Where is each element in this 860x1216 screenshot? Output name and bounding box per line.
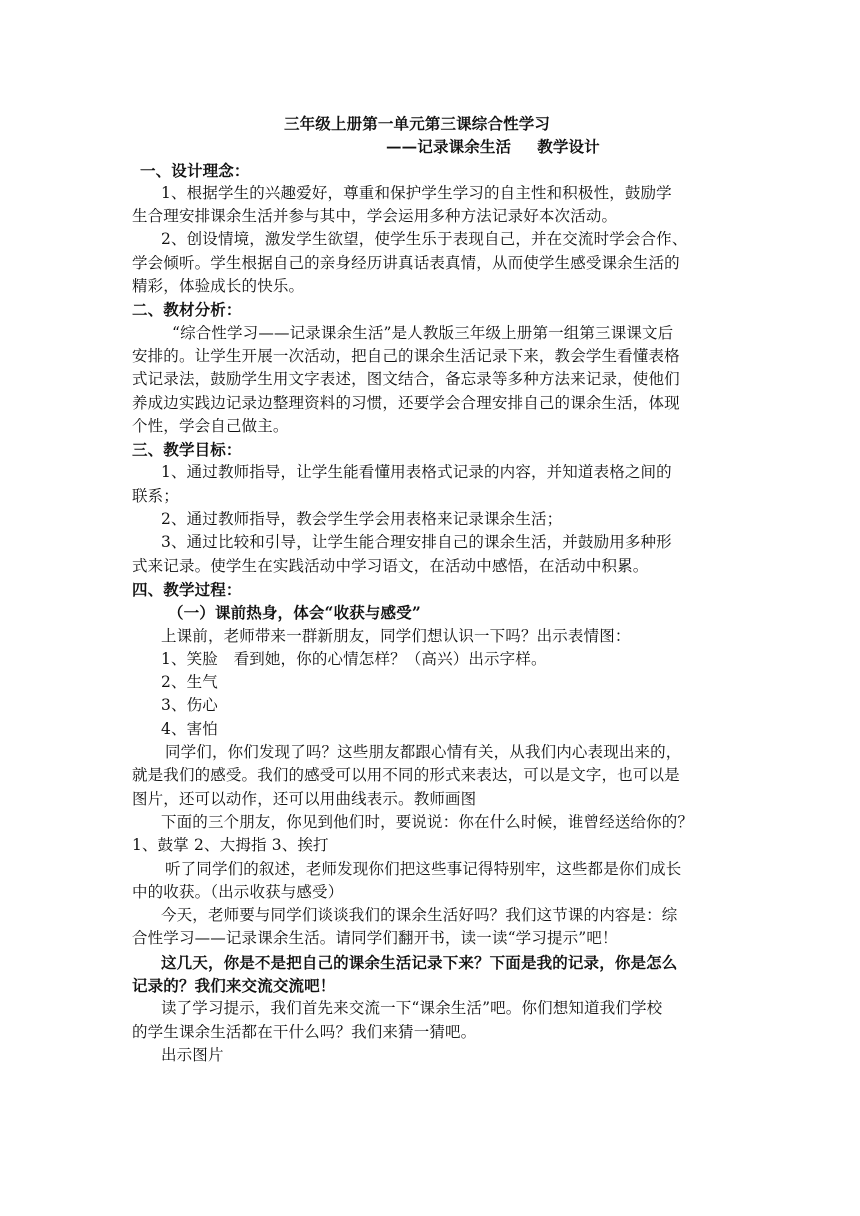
paragraph-line: 1、根据学生的兴趣爱好，尊重和保护学生学习的自主性和积极性，鼓励学: [161, 183, 672, 202]
paragraph-line: 养成边实践边记录边整理资料的习惯，还要学会合理安排自己的课余生活，体现: [132, 393, 680, 412]
paragraph-line: 个性，学会自己做主。: [132, 416, 289, 435]
paragraph-line: 式记录法，鼓励学生用文字表述，图文结合，备忘录等多种方法来记录，使他们: [132, 370, 680, 389]
paragraph-line: 听了同学们的叙述，老师发现你们把这些事记得特别牢，这些都是你们成长: [165, 859, 682, 878]
paragraph-line: 中的收获。（出示收获与感受）: [132, 882, 344, 901]
list-item: 3、伤心: [161, 696, 218, 715]
paragraph-line: 2、通过教师指导，教会学生学会用表格来记录课余生活；: [161, 510, 563, 529]
paragraph-line: 生合理安排课余生活并参与其中，学会运用多种方法记录好本次活动。: [132, 207, 618, 226]
list-item: 1、笑脸 看到她，你的心情怎样？（高兴）出示字样。: [161, 649, 547, 668]
paragraph-line: 同学们，你们发现了吗？这些朋友都跟心情有关，从我们内心表现出来的，: [165, 743, 682, 762]
paragraph-line: 读了学习提示，我们首先来交流一下“课余生活”吧。你们想知道我们学校: [161, 999, 663, 1018]
list-item: 4、害怕: [161, 719, 218, 738]
subsection-heading-warmup: （一）课前热身，体会“收获与感受”: [168, 603, 421, 623]
paragraph-line: 安排的。让学生开展一次活动，把自己的课余生活记录下来，教会学生看懂表格: [132, 346, 680, 365]
paragraph-line: 今天，老师要与同学们谈谈我们的课余生活好吗？我们这节课的内容是：综: [161, 906, 678, 925]
subtitle-main: ——记录课余生活: [386, 137, 512, 157]
paragraph-line: 1、鼓掌 2、大拇指 3、挨打: [132, 836, 329, 855]
paragraph-line: 合性学习——记录课余生活。请同学们翻开书，读一读“学习提示”吧！: [132, 929, 618, 948]
emphasis-line: 记录的？我们来交流交流吧！: [132, 975, 336, 995]
section-heading-teaching-goals: 三、教学目标：: [132, 440, 242, 460]
paragraph-line: 下面的三个朋友，你见到他们时，要说说：你在什么时候，谁曾经送给你的？: [161, 812, 694, 831]
section-heading-teaching-process: 四、教学过程：: [132, 579, 242, 599]
paragraph-line: “综合性学习——记录课余生活”是人教版三年级上册第一组第三课课文后: [172, 323, 674, 342]
section-heading-design-concept: 一、设计理念：: [140, 160, 250, 180]
paragraph-line: 精彩，体验成长的快乐。: [132, 277, 305, 296]
emphasis-line: 这几天，你是不是把自己的课余生活记录下来？下面是我的记录，你是怎么: [161, 952, 678, 972]
section-heading-textbook-analysis: 二、教材分析：: [132, 300, 242, 320]
subtitle-tail: 教学设计: [537, 137, 600, 157]
paragraph-line: 就是我们的感受。我们的感受可以用不同的形式来表达，可以是文字，也可以是: [132, 766, 680, 785]
paragraph-line: 图片，还可以动作，还可以用曲线表示。教师画图: [132, 789, 477, 808]
paragraph-line: 上课前，老师带来一群新朋友，同学们想认识一下吗？出示表情图：: [161, 626, 631, 645]
document-page: [132, 112, 732, 1067]
document-title: 三年级上册第一单元第三课综合性学习: [284, 114, 551, 133]
paragraph-line: 3、通过比较和引导，让学生能合理安排自己的课余生活，并鼓励用多种形: [161, 533, 672, 552]
document-subtitle: [132, 135, 732, 158]
paragraph-line: 的学生课余生活都在干什么吗？我们来猜一猜吧。: [132, 1022, 477, 1041]
paragraph-line: 联系；: [132, 486, 179, 505]
paragraph-line: 式来记录。使学生在实践活动中学习语文，在活动中感悟，在活动中积累。: [132, 556, 649, 575]
paragraph-line: 2、创设情境，激发学生欲望，使学生乐于表现自己，并在交流时学会合作、: [161, 230, 688, 249]
paragraph-line: 出示图片: [161, 1045, 224, 1064]
paragraph-line: 1、通过教师指导，让学生能看懂用表格式记录的内容，并知道表格之间的: [161, 463, 672, 482]
list-item: 2、生气: [161, 673, 218, 692]
paragraph-line: 学会倾听。学生根据自己的亲身经历讲真话表真情，从而使学生感受课余生活的: [132, 253, 680, 272]
